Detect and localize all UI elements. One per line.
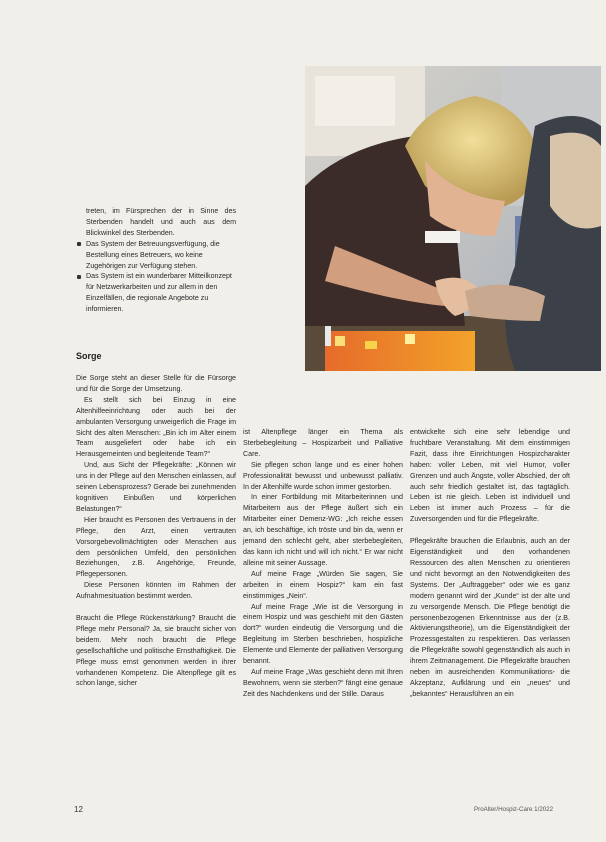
paragraph: Braucht die Pflege Rückenstärkung? Braucht die Pflege mehr Personal? Ja, sie braucht sicher von beidem. Mehr noch braucht die Pflege gesellschaftliche und politische Ernsthaftigkeit. Die Pflege muss ernst genommen werden in ihrer vorhandenen Kompetenz. Die Altenpflege gilt es schon lange, sicher (76, 614, 236, 688)
paragraph: Die Sorge steht an dieser Stelle für die Fürsorge und für die Sorge der Umsetzung. (76, 374, 236, 393)
paragraph: Auf meine Frage „Wie ist die Versorgung in einem Hospiz und was geschieht mit den Gästen dort?“ wurden eindeutig die Versorgung und die Begleitung im Sterben beschrieben, hospizliche Elemente und Elemente der palliativen Versorgung benannt. (243, 602, 403, 666)
paragraph: Und, aus Sicht der Pflegekräfte: „Können wir uns in der Pflege auf den Menschen einlassen, auf seinen Lebensprozess? Gerade bei zunehmenden kognitiven Einbußen und körperlichen Belastungen?“ (76, 461, 236, 513)
bullet-text: Das System ist ein wunderbarer Mitteilkonzept für Netzwerkarbeiten und zur allem in den Einzelfällen, die regionale Angebote zu informieren. (86, 272, 232, 314)
paragraph: Sie pflegen schon lange und es einer hohen Professionalität bewusst und unbewusst palliativ. In der Altenhilfe wurde schon immer gestorben. (243, 460, 403, 491)
intro-bullet-list (76, 239, 236, 315)
paragraph: In einer Fortbildung mit Mitarbeiterinnen und Mitarbeitern aus der Pflege äußert sich ein Mitarbeiter einer Demenz-WG: „Ich reiche essen an, ich beschäftige, ich tröste und bin da, wenn er jemand den schlecht geht, aber sterbebegleiten, das kann ich nicht und will ich nicht.“ Er war nicht alleine mit seiner Aussage. (243, 493, 403, 567)
paragraph: entwickelte sich eine sehr lebendige und fruchtbare Veranstaltung. Mit dem einstimmigen Fazit, dass ihre Einrichtungen Hospizcharakter haben: voller Leben, mit viel Humor, voller Grenzen und auch Ängste, voller Abschied, der oft auch sehr friedlich gestaltet ist, das tagtäglich. Leben ist nie gleich. Leben ist individuell und Leben ist immer auch Prozess – für die Zuversorgenden und für die Pflegekräfte. (410, 428, 570, 524)
paragraph: Auf meine Frage „Würden Sie sagen, Sie arbeiten in einem Hospiz?“ kam ein fast einstimmiges „Nein“. (243, 569, 403, 600)
paragraph: ist Altenpflege länger ein Thema als Sterbebegleitung – Hospizarbeit und Palliative Care. (243, 428, 403, 458)
page-number: 12 (74, 805, 83, 814)
intro-block (76, 206, 236, 315)
photo-caregiver-holding-hand (305, 66, 601, 371)
photo-illustration (305, 66, 601, 371)
paragraph: Auf meine Frage „Was geschieht denn mit Ihren Bewohnern, wenn sie sterben?“ fängt eine genaue Zeit des Nachdenkens und der Stille. Daraus (243, 667, 403, 698)
bullet-item (76, 239, 236, 272)
section-heading: Sorge (76, 351, 102, 361)
paragraph: Pflegekräfte brauchen die Erlaubnis, auch an der Eigenständigkeit und den vorhandenen Ressourcen des alten Menschen zu orientieren und nicht bevormgt an den Notwendigkeiten des Systems. Der „Auftraggeber“ oder wie es ganz modern genannt wird der „Kunde“ ist der alte und zu versorgende Mensch. Die Pflege benötigt die personenbezogenen Erkenntnisse aus der (z.B. Aktivierungstheorie), um die Eigenständigkeit der Prozessgestalten zu respektieren. Das verlassen die Pflegekräfte sowohl gegenständlich als auch in ihrem Zeitmanagement. Die Pflegekräfte brauchen neben im ausreichenden Kommunikations- die Akzeptanz, Aufklärung und ein „neues“ und „bekanntes“ Herausführen an ein (410, 537, 570, 698)
intro-continuation: treten, im Fürsprechen der in Sinne des Sterbenden handelt und auch aus dem Blickwinkel des Sterbenden. (86, 207, 236, 237)
paragraph: Es stellt sich bei Einzug in eine Altenhilfeeinrichtung oder auch bei der ambulanten Versorgung unweigerlich die Frage im Sicht des alten Menschen: „Bin ich im Alter einem Team ausgeliefert oder habe ich ein Herausgemeinten und begleitende Team?“ (76, 395, 236, 459)
text-column-2 (243, 427, 403, 700)
paragraph: Diese Personen könnten im Rahmen der Aufnahmesituation bestimmt werden. (76, 581, 236, 601)
bullet-item (76, 271, 236, 315)
bullet-text: Das System der Betreuungsverfügung, die Bestellung eines Betreuers, wo keine Zugehörigen zur Verfügung stehen. (86, 239, 220, 270)
publication-footer: ProAlter/Hospiz-Care 1/2022 (474, 806, 554, 813)
text-column-1 (76, 373, 236, 689)
paragraph: Hier braucht es Personen des Vertrauens in der Pflege, den Arzt, einen vertrauten Vorsorgebevollmächtigten oder Menschen aus dem persönlichen Umfeld, den persönlichen Beziehungen, z.B. Angehörige, Freunde, Pflegepersonen. (76, 515, 236, 579)
text-column-3 (410, 427, 570, 700)
